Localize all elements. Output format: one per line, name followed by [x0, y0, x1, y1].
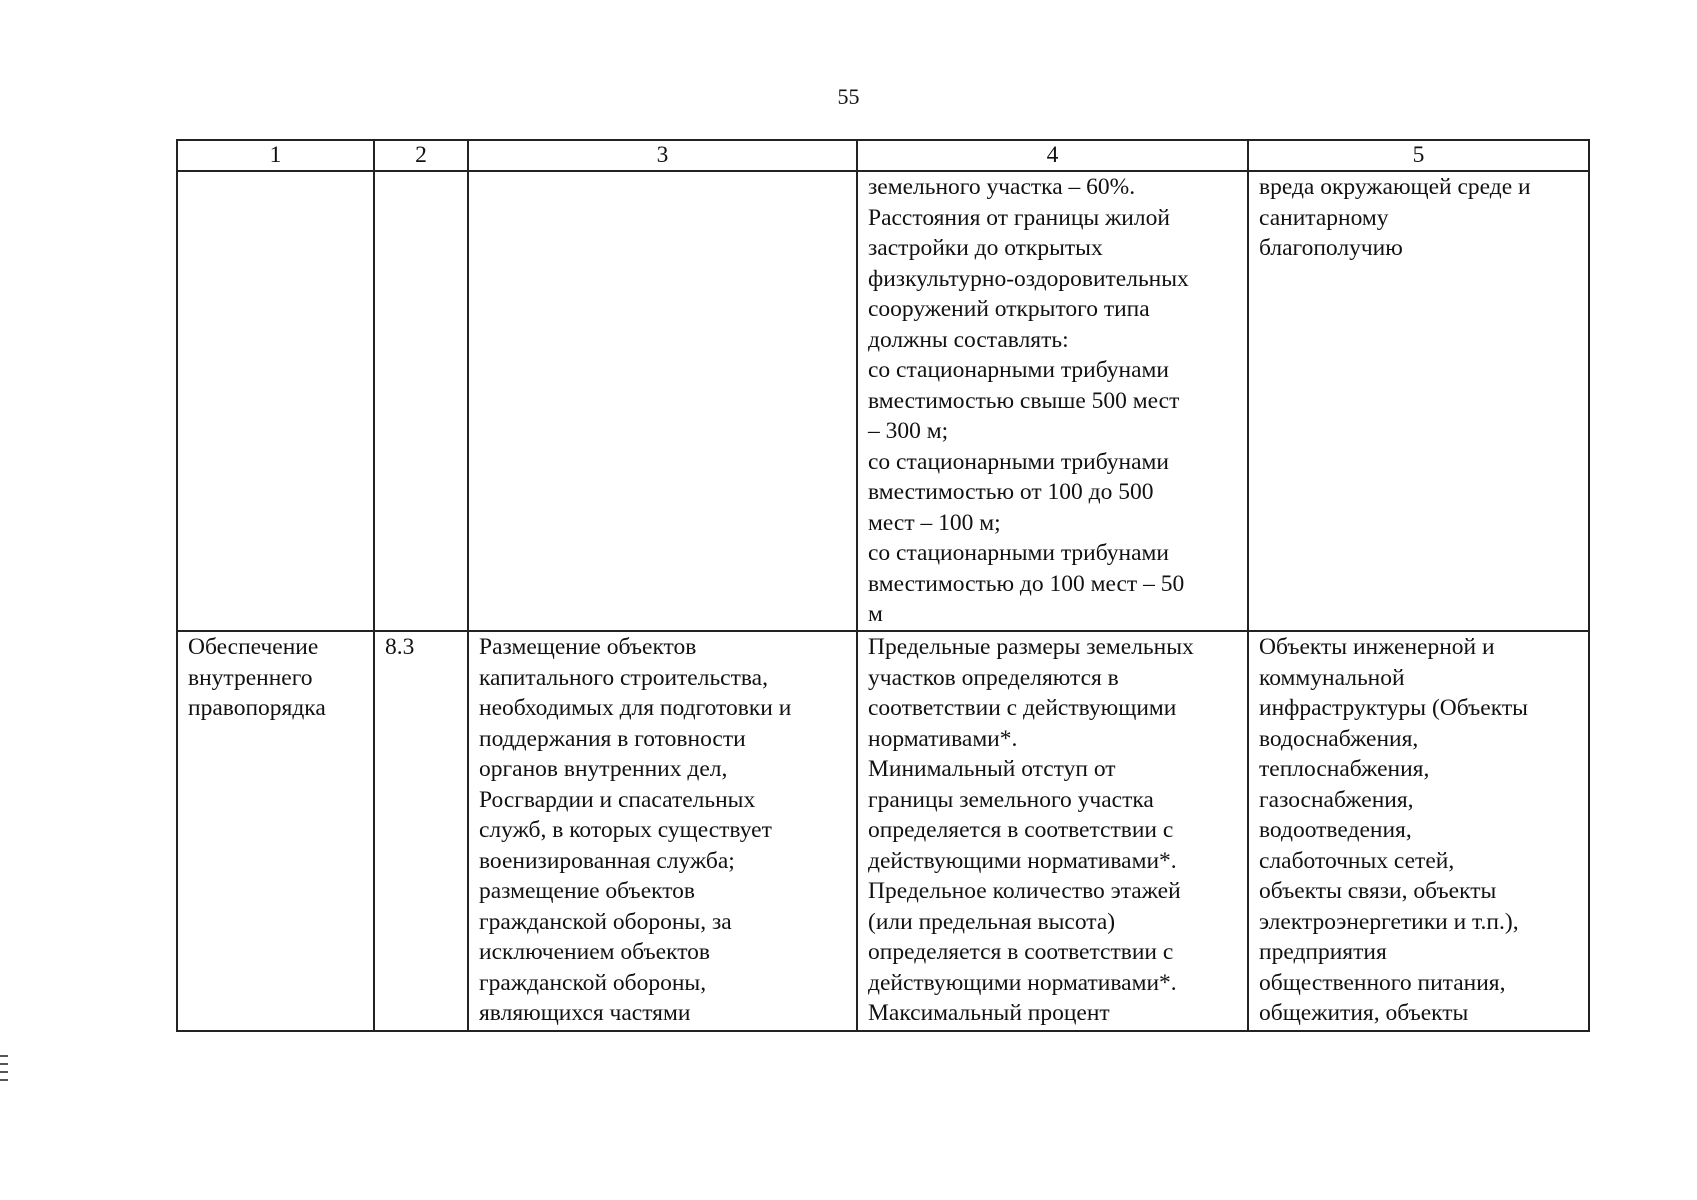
cell-col-3 — [468, 631, 857, 1031]
cell-text: Размещение объектов капитального строительства, необходимых для подготовки и поддержания в готовности органов внутренних дел, Росгвардии и спасательных служб, в которых существует военизированная служба; размещение объектов гражданской обороны, за исключением объектов гражданской обороны, являющихся частями — [479, 634, 792, 1026]
zoning-table — [176, 139, 1590, 1032]
cell-col-1 — [177, 171, 374, 631]
cell-text: земельного участка – 60%. Расстояния от границы жилой застройки до открытых физкультурно-оздоровительных сооружений открытого типа должны составлять: со стационарными трибунами вместимостью свыше 500 мест – 300 м; со стационарными трибунами вместимостью от 100 до 500 мест – 100 м; со стационарными трибунами вместимостью до 100 мест – 50 м — [868, 174, 1189, 627]
page-number: 55 — [837, 84, 860, 109]
header-col-5: 5 — [1248, 140, 1589, 171]
table-header-row — [177, 140, 1589, 171]
cell-text: Объекты инженерной и коммунальной инфраструктуры (Объекты водоснабжения, теплоснабжения, газоснабжения, водоотведения, слаботочных сетей, объекты связи, объекты электроэнергетики и т.п.), предприятия общественного питания, общежития, объекты — [1259, 634, 1528, 1026]
cell-text: 8.3 — [385, 634, 415, 660]
header-col-3: 3 — [468, 140, 857, 171]
cell-col-3 — [468, 171, 857, 631]
cell-text: Обеспечение внутреннего правопорядка — [188, 634, 326, 721]
cell-col-2 — [374, 631, 468, 1031]
header-col-1: 1 — [177, 140, 374, 171]
table-row — [177, 171, 1589, 631]
cell-col-4 — [857, 631, 1248, 1031]
header-col-2: 2 — [374, 140, 468, 171]
cell-col-5 — [1248, 171, 1589, 631]
cell-col-2 — [374, 171, 468, 631]
cell-col-4 — [857, 171, 1248, 631]
header-col-4: 4 — [857, 140, 1248, 171]
table-row — [177, 631, 1589, 1031]
cell-text: вреда окружающей среде и санитарному благополучию — [1259, 174, 1531, 261]
cell-col-1 — [177, 631, 374, 1031]
scan-margin-marks — [0, 1055, 8, 1087]
cell-text: Предельные размеры земельных участков определяются в соответствии с действующими нормативами*. Минимальный отступ от границы земельного участка определяется в соответствии с действующими нормативами*. Предельное количество этажей (или предельная высота) определяется в соответствии с действующими нормативами*. Максимальный процент — [868, 634, 1194, 1026]
cell-col-5 — [1248, 631, 1589, 1031]
